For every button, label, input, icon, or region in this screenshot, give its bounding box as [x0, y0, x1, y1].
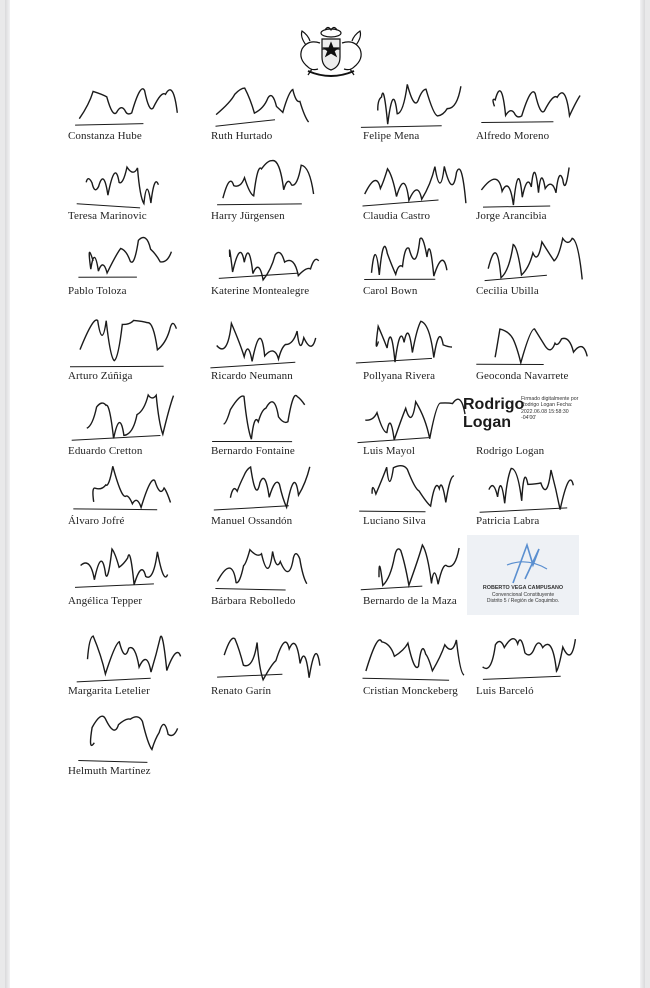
handwritten-signature: [205, 535, 355, 601]
page-edge-right: [640, 0, 645, 988]
signature-block: [65, 705, 215, 787]
signature-block: [470, 625, 620, 707]
handwritten-signature: [205, 150, 355, 216]
signature-block: [470, 70, 620, 152]
signatory-name: Álvaro Jofré: [68, 515, 125, 527]
signatory-name: Jorge Arancibia: [476, 210, 547, 222]
signatory-name: Helmuth Martínez: [68, 765, 151, 777]
signatory-name: Bernardo de la Maza: [363, 595, 457, 607]
handwritten-signature: [470, 150, 620, 216]
handwritten-signature: [65, 310, 215, 376]
signatory-name: Ricardo Neumann: [211, 370, 293, 382]
signature-block: [65, 625, 215, 707]
stamp-district: Distrito 5 / Región de Coquimbo.: [486, 598, 560, 604]
signatory-name: Patricia Labra: [476, 515, 540, 527]
signature-block: [65, 70, 215, 152]
handwritten-signature: [470, 70, 620, 136]
handwritten-signature: [65, 705, 215, 771]
signatory-name: Margarita Letelier: [68, 685, 150, 697]
digital-signature-name-line2: Logan: [463, 414, 511, 431]
signatory-name: Manuel Ossandón: [211, 515, 293, 527]
handwritten-signature: [205, 385, 355, 451]
signature-block: [65, 225, 215, 307]
handwritten-signature: [65, 70, 215, 136]
signatory-name: Carol Bown: [363, 285, 418, 297]
signature-block: [65, 310, 215, 392]
signatory-name: Cristian Monckeberg: [363, 685, 458, 697]
handwritten-signature: [470, 310, 620, 376]
signatory-name: Felipe Mena: [363, 130, 420, 142]
handwritten-signature: [65, 225, 215, 291]
digital-signature: [463, 396, 583, 438]
signatory-name: Claudia Castro: [363, 210, 431, 222]
handwritten-signature: [205, 625, 355, 691]
stamp-name: ROBERTO VEGA CAMPUSANO: [482, 585, 564, 591]
signatory-name: Constanza Hube: [68, 130, 142, 142]
signature-block: [205, 535, 355, 617]
handwritten-signature: [470, 455, 620, 521]
signature-block: [470, 150, 620, 232]
signature-block: [65, 150, 215, 232]
signatory-name: Eduardo Cretton: [68, 445, 143, 457]
handwritten-signature: [205, 225, 355, 291]
signatory-name: Renato Garín: [211, 685, 272, 697]
signatory-name: Pollyana Rivera: [363, 370, 436, 382]
signatory-name: Cecilia Ubilla: [476, 285, 539, 297]
signature-stamp: [467, 535, 579, 615]
signatory-name: Bernardo Fontaine: [211, 445, 295, 457]
signatory-name: Ruth Hurtado: [211, 130, 273, 142]
handwritten-signature: [65, 385, 215, 451]
signature-block: [205, 150, 355, 232]
signature-block: [205, 310, 355, 392]
signatory-name: Luis Barceló: [476, 685, 534, 697]
signatory-name: Pablo Toloza: [68, 285, 127, 297]
handwritten-signature: [470, 225, 620, 291]
handwritten-signature: [205, 70, 355, 136]
signatory-name: Arturo Zúñiga: [68, 370, 133, 382]
stamp-signature-scribble: [467, 535, 579, 585]
digital-signature-name-line1: Rodrigo: [463, 396, 525, 413]
signature-block: [65, 535, 215, 617]
signatory-name: Katerine Montealegre: [211, 285, 310, 297]
signatory-name: Alfredo Moreno: [476, 130, 550, 142]
signature-block: [205, 225, 355, 307]
handwritten-signature: [65, 625, 215, 691]
signature-block: [470, 455, 620, 537]
signature-block: [205, 455, 355, 537]
signatory-name: Bárbara Rebolledo: [211, 595, 296, 607]
handwritten-signature: [470, 625, 620, 691]
signature-block: [205, 625, 355, 707]
signatory-name: Luis Mayol: [363, 445, 416, 457]
digital-signature-details: Firmado digitalmente por Rodrigo Logan Fecha: 2022.06.08 15:58:30 -04'00': [521, 396, 579, 422]
signatory-name: Geoconda Navarrete: [476, 370, 569, 382]
signatory-name: Harry Jürgensen: [211, 210, 285, 222]
handwritten-signature: [65, 455, 215, 521]
handwritten-signature: [65, 535, 215, 601]
handwritten-signature: [65, 150, 215, 216]
signatory-name: Luciano Silva: [363, 515, 426, 527]
signatory-name: Teresa Marinovic: [68, 210, 147, 222]
signatory-name: Angélica Tepper: [68, 595, 143, 607]
signature-block: [470, 310, 620, 392]
document-page: [5, 0, 645, 988]
signature-block: [470, 225, 620, 307]
handwritten-signature: [205, 455, 355, 521]
signature-block: [205, 70, 355, 152]
page-edge-left: [5, 0, 10, 988]
stamp-role: Convencional Constituyente: [491, 592, 555, 598]
signatory-name: Rodrigo Logan: [476, 445, 545, 457]
signature-block: [65, 455, 215, 537]
handwritten-signature: [205, 310, 355, 376]
